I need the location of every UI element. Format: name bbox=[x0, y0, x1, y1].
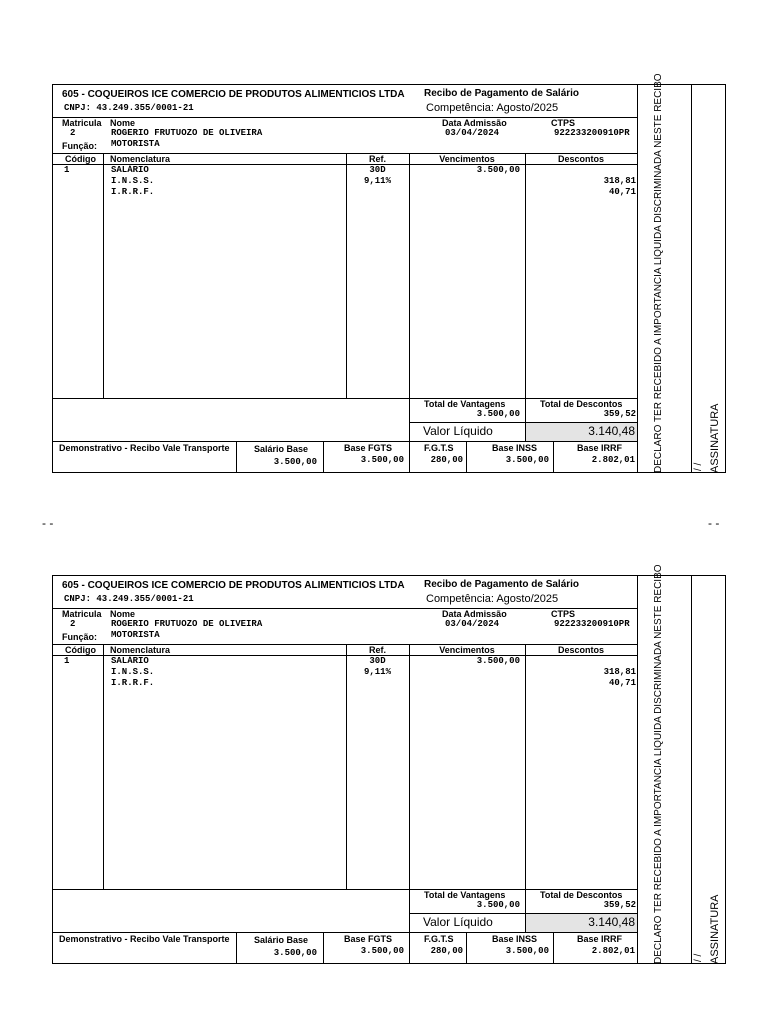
nomenclatura-header: Nomenclatura bbox=[110, 154, 171, 164]
document-title: Recibo de Pagamento de Salário bbox=[424, 88, 580, 99]
data-admissao-value: 03/04/2024 bbox=[445, 619, 500, 629]
table-row bbox=[53, 165, 637, 176]
ctps-label: CTPS bbox=[551, 609, 576, 619]
declaration-text: DECLARO TER RECEBIDO A IMPORTANCIA LIQUIDA DISCRIMINADA NESTE RECIBO bbox=[653, 73, 664, 473]
item-vencimento: 3.500,00 bbox=[476, 165, 520, 175]
fgts-value: 280,00 bbox=[430, 455, 463, 465]
matricula-value: 2 bbox=[70, 128, 76, 138]
nomenclatura-header: Nomenclatura bbox=[110, 645, 171, 655]
demonstrativo-label: Demonstrativo - Recibo Vale Transporte bbox=[59, 934, 230, 944]
competencia: Competência: Agosto/2025 bbox=[426, 593, 559, 605]
descontos-header: Descontos bbox=[557, 645, 604, 655]
item-desconto: 40,71 bbox=[608, 187, 636, 197]
employee-name: ROGERIO FRUTUOZO DE OLIVEIRA bbox=[111, 619, 263, 629]
table-row bbox=[53, 187, 637, 198]
base-irrf-label: Base IRRF bbox=[577, 443, 623, 453]
cnpj: CNPJ: 43.249.355/0001-21 bbox=[64, 103, 194, 113]
signature-label: ASSINATURA bbox=[709, 403, 721, 473]
vencimentos-header: Vencimentos bbox=[439, 645, 495, 655]
base-irrf-value: 2.802,01 bbox=[591, 946, 635, 956]
item-descricao: I.R.R.F. bbox=[111, 187, 155, 197]
data-admissao-label: Data Admissão bbox=[442, 609, 507, 619]
item-ref: 9,11% bbox=[363, 176, 391, 186]
item-ref: 30D bbox=[369, 656, 386, 666]
item-descricao: SALÁRIO bbox=[111, 165, 149, 175]
total-descontos-label: Total de Descontos bbox=[540, 399, 623, 409]
total-vantagens-label: Total de Vantagens bbox=[424, 399, 506, 409]
cut-mark-right: - - bbox=[708, 516, 720, 530]
funcao-label: Função: bbox=[62, 141, 97, 151]
document-title: Recibo de Pagamento de Salário bbox=[424, 579, 580, 590]
ref-header: Ref. bbox=[368, 154, 386, 164]
funcao-value: MOTORISTA bbox=[111, 630, 160, 640]
table-row bbox=[53, 678, 637, 689]
cut-mark-left: - - bbox=[42, 516, 54, 530]
base-inss-value: 3.500,00 bbox=[505, 946, 549, 956]
total-descontos-value: 359,52 bbox=[603, 409, 636, 419]
base-irrf-label: Base IRRF bbox=[577, 934, 623, 944]
total-vantagens-label: Total de Vantagens bbox=[424, 890, 506, 900]
total-descontos-value: 359,52 bbox=[603, 900, 636, 910]
base-fgts-value: 3.500,00 bbox=[360, 946, 404, 956]
demonstrativo-label: Demonstrativo - Recibo Vale Transporte bbox=[59, 443, 230, 453]
base-irrf-value: 2.802,01 bbox=[591, 455, 635, 465]
item-codigo: 1 bbox=[64, 656, 70, 666]
table-row bbox=[53, 176, 637, 187]
item-desconto: 40,71 bbox=[608, 678, 636, 688]
table-row bbox=[53, 656, 637, 667]
total-descontos-label: Total de Descontos bbox=[540, 890, 623, 900]
codigo-header: Código bbox=[65, 645, 96, 655]
payslip-receipt-copy bbox=[52, 564, 726, 964]
salario-base-value: 3.500,00 bbox=[273, 457, 317, 467]
payslip-receipt bbox=[52, 73, 726, 473]
data-admissao-value: 03/04/2024 bbox=[445, 128, 500, 138]
salario-base-value: 3.500,00 bbox=[273, 948, 317, 958]
base-fgts-label: Base FGTS bbox=[344, 443, 393, 453]
data-admissao-label: Data Admissão bbox=[442, 118, 507, 128]
fgts-value: 280,00 bbox=[430, 946, 463, 956]
nome-label: Nome bbox=[110, 118, 136, 128]
item-ref: 9,11% bbox=[363, 667, 391, 677]
matricula-value: 2 bbox=[70, 619, 76, 629]
ctps-value: 922233200910PR bbox=[554, 619, 630, 629]
total-vantagens-value: 3.500,00 bbox=[476, 409, 520, 419]
valor-liquido-label: Valor Líquido bbox=[423, 424, 493, 438]
salario-base-label: Salário Base bbox=[254, 935, 309, 945]
funcao-label: Função: bbox=[62, 632, 97, 642]
valor-liquido-label: Valor Líquido bbox=[423, 915, 493, 929]
item-descricao: I.N.S.S. bbox=[111, 176, 155, 186]
cnpj: CNPJ: 43.249.355/0001-21 bbox=[64, 594, 194, 604]
matricula-label: Matricula bbox=[62, 609, 102, 619]
ctps-label: CTPS bbox=[551, 118, 576, 128]
item-descricao: I.R.R.F. bbox=[111, 678, 155, 688]
salario-base-label: Salário Base bbox=[254, 444, 309, 454]
descontos-header: Descontos bbox=[557, 154, 604, 164]
competencia: Competência: Agosto/2025 bbox=[426, 102, 559, 114]
company-name: 605 - COQUEIROS ICE COMERCIO DE PRODUTOS ALIMENTICIOS LTDA bbox=[62, 580, 405, 591]
item-vencimento: 3.500,00 bbox=[476, 656, 520, 666]
base-inss-label: Base INSS bbox=[492, 443, 538, 453]
base-fgts-label: Base FGTS bbox=[344, 934, 393, 944]
base-inss-label: Base INSS bbox=[492, 934, 538, 944]
item-descricao: I.N.S.S. bbox=[111, 667, 155, 677]
item-codigo: 1 bbox=[64, 165, 70, 175]
base-fgts-value: 3.500,00 bbox=[360, 455, 404, 465]
vencimentos-header: Vencimentos bbox=[439, 154, 495, 164]
valor-liquido-value: 3.140,48 bbox=[588, 424, 635, 438]
funcao-value: MOTORISTA bbox=[111, 139, 160, 149]
company-name: 605 - COQUEIROS ICE COMERCIO DE PRODUTOS ALIMENTICIOS LTDA bbox=[62, 89, 405, 100]
item-desconto: 318,81 bbox=[603, 176, 636, 186]
signature-label: ASSINATURA bbox=[709, 894, 721, 964]
codigo-header: Código bbox=[65, 154, 96, 164]
declaration-text: DECLARO TER RECEBIDO A IMPORTANCIA LIQUIDA DISCRIMINADA NESTE RECIBO bbox=[653, 564, 664, 964]
item-desconto: 318,81 bbox=[603, 667, 636, 677]
item-ref: 30D bbox=[369, 165, 386, 175]
date-slashes: / / bbox=[693, 462, 704, 471]
fgts-label: F.G.T.S bbox=[424, 443, 454, 453]
valor-liquido-value: 3.140,48 bbox=[588, 915, 635, 929]
date-slashes: / / bbox=[693, 953, 704, 962]
total-vantagens-value: 3.500,00 bbox=[476, 900, 520, 910]
item-descricao: SALÁRIO bbox=[111, 656, 149, 666]
ctps-value: 922233200910PR bbox=[554, 128, 630, 138]
table-row bbox=[53, 667, 637, 678]
ref-header: Ref. bbox=[368, 645, 386, 655]
matricula-label: Matricula bbox=[62, 118, 102, 128]
fgts-label: F.G.T.S bbox=[424, 934, 454, 944]
nome-label: Nome bbox=[110, 609, 136, 619]
base-inss-value: 3.500,00 bbox=[505, 455, 549, 465]
employee-name: ROGERIO FRUTUOZO DE OLIVEIRA bbox=[111, 128, 263, 138]
